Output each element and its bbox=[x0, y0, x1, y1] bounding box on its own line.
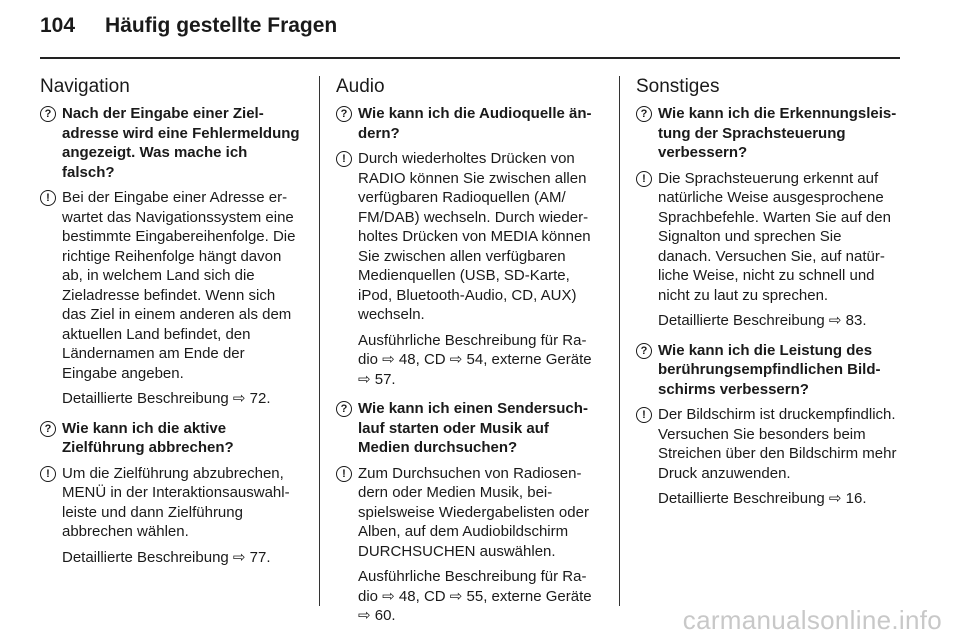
reference-line: Ausführliche Beschreibung für Radio ⇨ 48, CD ⇨ 55, externe Geräte ⇨ 60. bbox=[358, 568, 592, 624]
column-divider bbox=[619, 76, 620, 606]
exclamation-icon: ! bbox=[636, 171, 652, 187]
question-text: Wie kann ich die Erkennungsleistung der Sprachsteuerung verbessern? bbox=[658, 105, 897, 161]
faq-answer bbox=[636, 405, 898, 483]
watermark: carmanualsonline.info bbox=[682, 605, 942, 635]
faq-question bbox=[40, 419, 302, 458]
column-audio bbox=[336, 76, 598, 636]
exclamation-icon: ! bbox=[40, 466, 56, 482]
faq-answer bbox=[40, 464, 302, 542]
column-navigation bbox=[40, 76, 302, 577]
question-icon: ? bbox=[40, 106, 56, 122]
exclamation-icon: ! bbox=[40, 190, 56, 206]
column-title: Audio bbox=[336, 76, 385, 97]
column-title: Sonstiges bbox=[636, 76, 720, 97]
page-title: Häufig gestellte Fragen bbox=[105, 14, 338, 37]
faq-question bbox=[336, 399, 598, 458]
faq-answer bbox=[636, 169, 898, 306]
answer-text: Zum Durchsuchen von Radiosendern oder Medien Musik, beispielsweise Wiedergabelisten oder Alben, auf dem Audiobildschirm DURCHSUCHEN auswählen. bbox=[358, 464, 589, 560]
reference-line: Detaillierte Beschreibung ⇨ 16. bbox=[658, 490, 867, 507]
faq-question bbox=[40, 104, 302, 182]
reference-line: Detaillierte Beschreibung ⇨ 83. bbox=[658, 312, 867, 329]
column-title: Navigation bbox=[40, 76, 130, 97]
exclamation-icon: ! bbox=[336, 151, 352, 167]
question-icon: ? bbox=[336, 401, 352, 417]
faq-answer bbox=[40, 188, 302, 383]
question-icon: ? bbox=[336, 106, 352, 122]
faq-question bbox=[336, 104, 598, 143]
faq-answer bbox=[336, 464, 598, 562]
question-text: Wie kann ich einen Sendersuchlauf starten oder Musik auf Medien durchsuchen? bbox=[358, 400, 588, 456]
answer-text: Die Sprachsteuerung erkennt auf natürliche Weise ausgesprochene Sprachbefehle. Warten Sie auf den Signalton und sprechen Sie danach. Versuchen Sie, auf natürliche Weise, nicht zu schnell und nicht zu laut zu sprechen. bbox=[658, 169, 891, 304]
reference-line: Ausführliche Beschreibung für Radio ⇨ 48, CD ⇨ 54, externe Geräte ⇨ 57. bbox=[358, 331, 592, 388]
exclamation-icon: ! bbox=[636, 407, 652, 423]
question-icon: ? bbox=[636, 106, 652, 122]
question-text: Wie kann ich die Audioquelle ändern? bbox=[358, 105, 592, 142]
answer-text: Bei der Eingabe einer Adresse erwartet das Navigationssystem eine bestimmte Eingabereihenfolge. Die richtige Reihenfolge hängt davon ab, in welchem Land sich die Zieladresse befindet. Wenn sich das Ziel in einem anderen als dem aktuellen Land befindet, den Ländernamen am Ende der Eingabe angeben. bbox=[62, 189, 296, 382]
answer-text: Um die Zielführung abzubrechen, MENÜ in der Interaktionsauswahlleiste und dann Zielführung abbrechen wählen. bbox=[62, 464, 290, 540]
page-header bbox=[40, 14, 337, 54]
column-divider bbox=[319, 76, 320, 606]
answer-text: Der Bildschirm ist druckempfindlich. Versuchen Sie besonders beim Streichen über den Bildschirm mehr Druck anzuwenden. bbox=[658, 406, 897, 482]
question-text: Wie kann ich die Leistung des berührungsempfindlichen Bildschirms verbessern? bbox=[658, 341, 881, 398]
column-sonstiges bbox=[636, 76, 898, 519]
header-rule bbox=[40, 57, 900, 59]
answer-text: Durch wiederholtes Drücken von RADIO können Sie zwischen allen verfügbaren Radioquellen (AM/ FM/DAB) wechseln. Durch wiederholtes Drücken von MEDIA können Sie zwischen allen verfügbaren Medienquellen (USB, SD-Karte, iPod, Bluetooth-Audio, CD, AUX) wechseln. bbox=[358, 150, 591, 323]
reference-line: Detaillierte Beschreibung ⇨ 77. bbox=[62, 548, 271, 566]
question-text: Wie kann ich die aktive Zielführung abbrechen? bbox=[62, 419, 234, 456]
faq-question bbox=[636, 341, 898, 400]
exclamation-icon: ! bbox=[336, 466, 352, 482]
faq-answer bbox=[336, 149, 598, 325]
faq-question bbox=[636, 104, 898, 163]
question-icon: ? bbox=[636, 343, 652, 359]
question-text: Nach der Eingabe einer Zieladresse wird eine Fehlermeldung angezeigt. Was mache ich falsch? bbox=[62, 105, 300, 181]
reference-line: Detaillierte Beschreibung ⇨ 72. bbox=[62, 390, 271, 407]
question-icon: ? bbox=[40, 421, 56, 437]
page-number: 104 bbox=[40, 14, 76, 37]
